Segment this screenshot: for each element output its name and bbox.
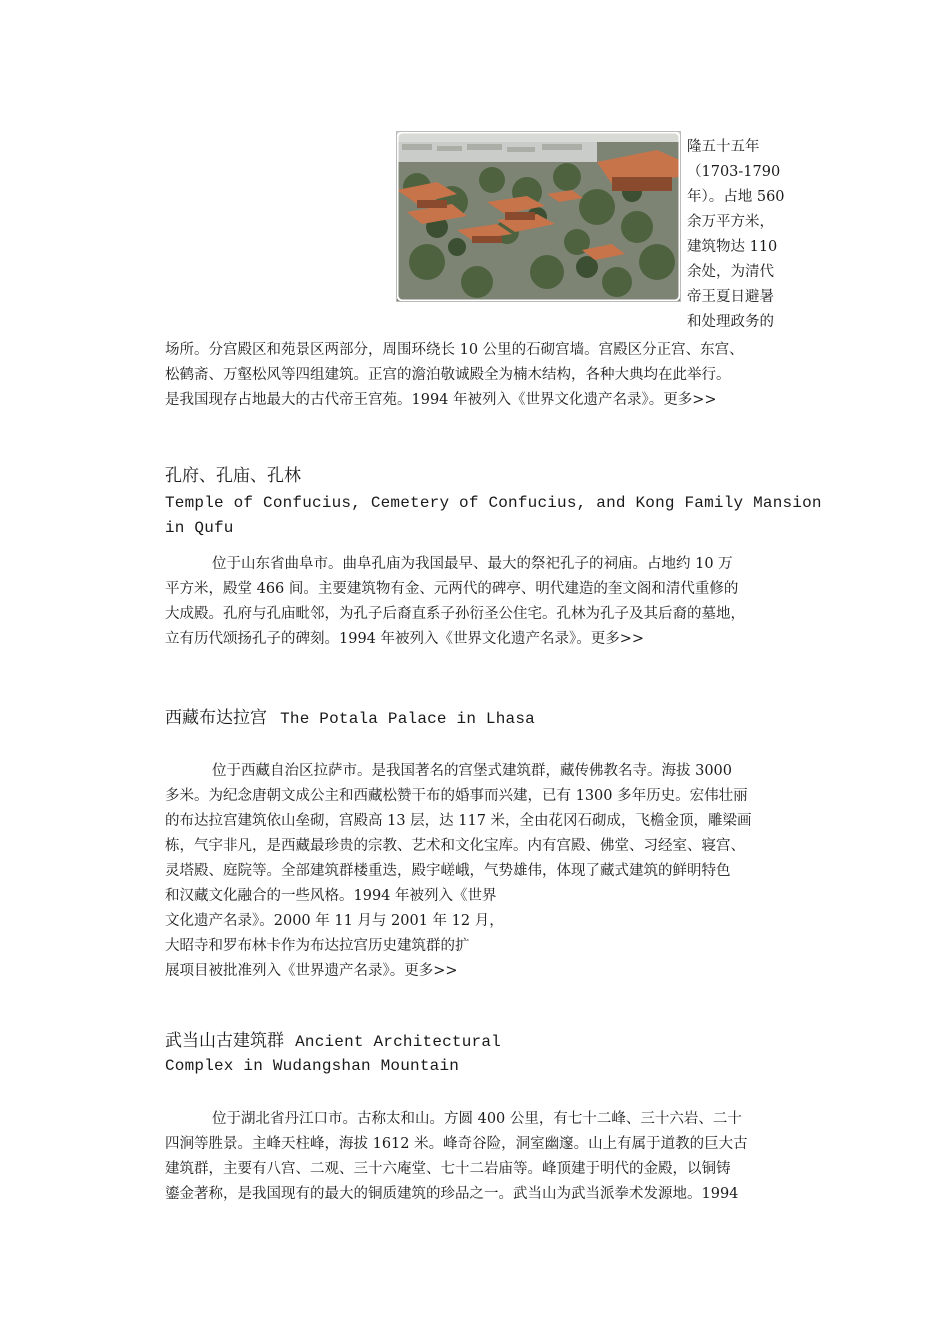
text-line: 位于山东省曲阜市。曲阜孔庙为我国最早、最大的祭祀孔子的祠庙。占地约 10 万 (212, 556, 733, 572)
text-line: 隆五十五年 (687, 139, 760, 155)
potala-paragraph (165, 759, 795, 984)
qufu-title-en-line1: Temple of Confucius, Cemetery of Confucius, and Kong Family Mansion (165, 494, 822, 512)
text-line: （1703-1790 (687, 164, 781, 180)
text-line: 平方米，殿堂 466 间。主要建筑物有金、元两代的碑亭、明代建造的奎文阁和清代重修的 (165, 581, 739, 597)
text-line: 鎏金著称，是我国现有的最大的铜质建筑的珍品之一。武当山为武当派拳术发源地。1994 (165, 1186, 739, 1202)
text-line: 大昭寺和罗布林卡作为布达拉宫历史建筑群的扩 (165, 938, 470, 954)
potala-title (165, 706, 535, 731)
qufu-paragraph (165, 552, 795, 652)
text-line: 余万平方米， (687, 214, 774, 230)
palace-photo (396, 131, 681, 302)
text-line: 灵塔殿、庭院等。全部建筑群楼重迭，殿宇嵯峨，气势雄伟，体现了藏式建筑的鲜明特色 (165, 863, 731, 879)
wudang-paragraph (165, 1107, 795, 1207)
text-line: 多米。为纪念唐朝文成公主和西藏松赞干布的婚事而兴建，已有 1300 多年历史。宏伟壮丽 (165, 788, 748, 804)
text-line: 建筑群，主要有八宫、二观、三十六庵堂、七十二岩庙等。峰顶建于明代的金殿，以铜铸 (165, 1161, 731, 1177)
text-line: 松鹤斋、万壑松风等四组建筑。正宫的澹泊敬诚殿全为楠木结构，各种大典均在此举行。 (165, 367, 731, 383)
qufu-title-cn: 孔府、孔庙、孔林 (165, 466, 301, 486)
text-line: 的布达拉宫建筑依山垒砌，宫殿高 13 层，达 117 米，全由花冈石砌成，飞檐金顶，雕梁画 (165, 813, 752, 829)
text-line: 四涧等胜景。主峰天柱峰，海拔 1612 米。峰奇谷险，洞室幽邃。山上有属于道教的巨大古 (165, 1136, 748, 1152)
text-line: 位于湖北省丹江口市。古称太和山。方圆 400 公里，有七十二峰、三十六岩、二十 (212, 1111, 742, 1127)
text-line: 和处理政务的 (687, 314, 774, 330)
text-line: 栋，气宇非凡，是西藏最珍贵的宗教、艺术和文化宝库。内有宫殿、佛堂、习经室、寝宫、 (165, 838, 745, 854)
wudang-title-line1 (165, 1029, 501, 1054)
wudang-title-cn: 武当山古建筑群 (165, 1031, 284, 1051)
text-line: 展项目被批准列入《世界遗产名录》。更多>> (165, 963, 458, 979)
qufu-title-en-line2: in Qufu (165, 519, 234, 537)
potala-title-en: The Potala Palace in Lhasa (280, 710, 535, 728)
chengde-side-text (687, 135, 797, 335)
text-line: 帝王夏日避暑 (687, 289, 774, 305)
wudang-title-en-part1: Ancient Architectural (295, 1033, 501, 1051)
potala-title-cn: 西藏布达拉宫 (165, 708, 267, 728)
text-line: 年）。占地 560 (687, 189, 785, 205)
text-line: 大成殿。孔府与孔庙毗邻，为孔子后裔直系子孙衍圣公住宅。孔林为孔子及其后裔的墓地， (165, 606, 745, 622)
text-line: 位于西藏自治区拉萨市。是我国著名的宫堡式建筑群，藏传佛教名寺。海拔 3000 (212, 763, 733, 779)
text-line: 是我国现存占地最大的古代帝王宫苑。1994 年被列入《世界文化遗产名录》。更多>> (165, 392, 717, 408)
text-line: 建筑物达 110 (687, 239, 778, 255)
wudang-title-en-part2: Complex in Wudangshan Mountain (165, 1057, 460, 1075)
text-line: 和汉藏文化融合的一些风格。1994 年被列入《世界 (165, 888, 497, 904)
text-line: 余处，为清代 (687, 264, 774, 280)
chengde-paragraph (165, 338, 795, 413)
text-line: 文化遗产名录》。2000 年 11 月与 2001 年 12 月， (165, 913, 504, 929)
text-line: 立有历代颂扬孔子的碑刻。1994 年被列入《世界文化遗产名录》。更多>> (165, 631, 645, 647)
text-line: 场所。分宫殿区和苑景区两部分，周围环绕长 10 公里的石砌宫墙。宫殿区分正宫、东宫、 (165, 342, 744, 358)
palace-photo-art (397, 132, 680, 301)
